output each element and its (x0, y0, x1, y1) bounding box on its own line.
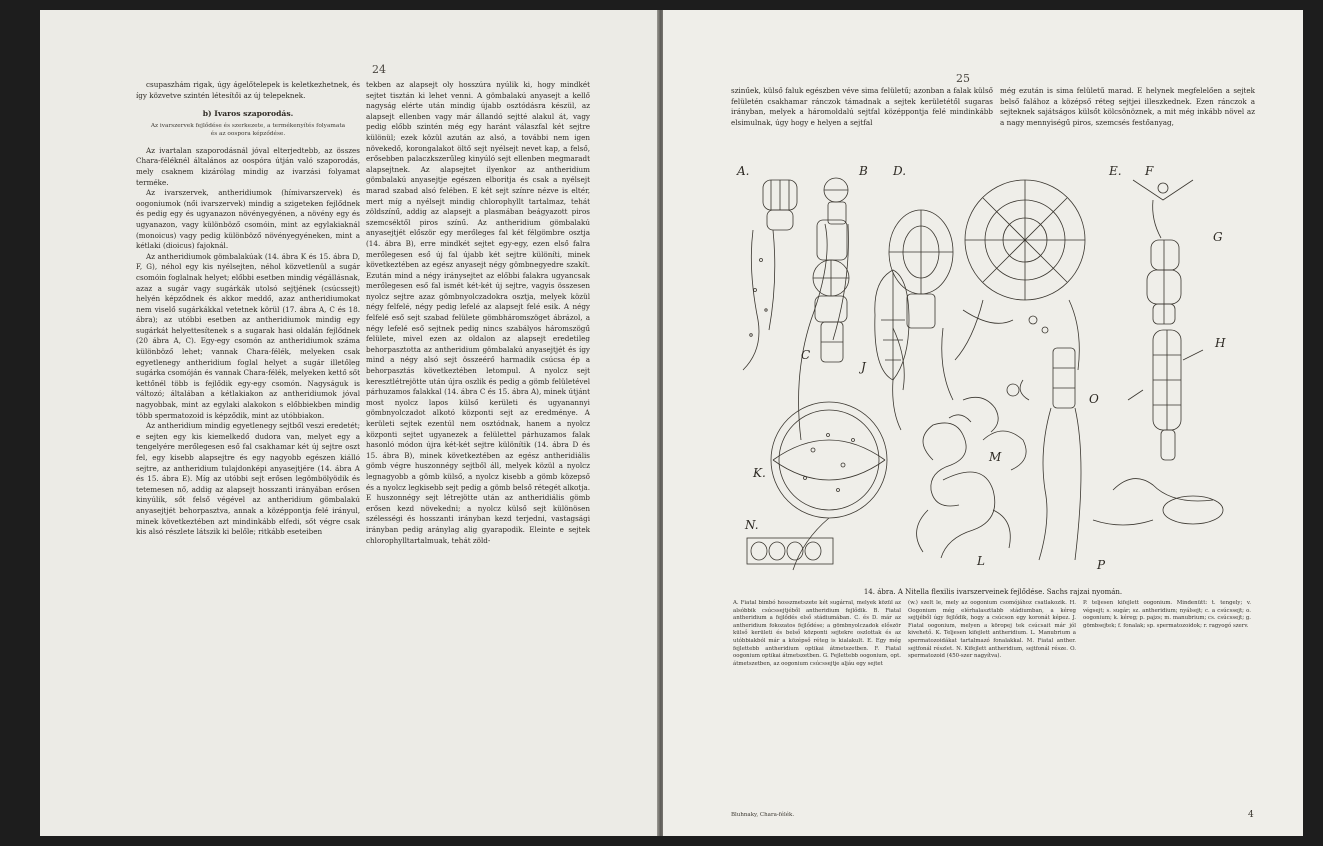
paragraph: Az antheridium mindig egyetlenegy sejtből veszi eredetét; e sejten egy kis kiemelkedő dudora van, melyet egy a tengelyére merőlegesen eső fal csakhamar két új sejtre oszt fel, egy kisebb alapsejtre és egy nagyobb egészen kiálló sejtre, az antheridium tulajdonképi anyasejtjére (14. ábra A és 15. ábra E). Míg az utóbbi sejt erősen legömbölyödik és tetemesen nő, addig az alapsejt hosszanti irányában erősen kinyúlik, sőt felső végével az antheridium gömbalakú anyasejtjét behorpasztva, annak a középpontja felé irányul, minek következtében azt mindinkább elfedi, sőt végre csak kis alsó részlete látszik ki belőle; ritkább eseteiben (136, 421, 360, 537)
page-number-right: 25 (956, 72, 970, 85)
fig-letter-n: N. (745, 518, 759, 532)
drawing-p (1093, 479, 1223, 525)
figure-caption-title: 14. ábra. A Nitella flexilis ivarszerveinek fejlődése. Sachs rajzai nyomán. (863, 588, 1123, 596)
drawing-o (1007, 348, 1081, 560)
drawing-f (1133, 180, 1193, 238)
drawing-b (799, 178, 849, 440)
paragraph: Az ivartalan szaporodásnál jóval elterjedtebb, az összes Chara-féléknél általános az oospóra útján való szaporodás, mely csaknem kizárólag mindig az ivarzási folyamat terméke. (136, 145, 360, 187)
fig-letter-g: G (1213, 230, 1223, 244)
fig-letter-p: P (1097, 558, 1106, 572)
left-column-1 (136, 80, 360, 538)
caption-column-3 (1083, 600, 1251, 630)
paragraph: Az ivarszervek, antheridiumok (hímivarszervek) és oogoniumok (női ivarszervek) mindig a szigeteken fejlődnek és pedig egy és ugyanazon növényegyénen, a növény egy és ugyanazon, vagy különböző csomóin, mint az egylakiaknál (monoicus) vagy pedig különböző növényegyéneken, mint a kétlaki (dioicus) fajoknál. (136, 188, 360, 251)
right-column-2 (1000, 86, 1255, 128)
fig-letter-k: K. (753, 466, 766, 480)
fig-letter-b: B (859, 164, 868, 178)
fig-letter-f: F (1145, 164, 1154, 178)
fig-letter-h: H (1215, 336, 1226, 350)
right-page (663, 10, 1303, 836)
fig-letter-m: M (989, 450, 1002, 464)
caption-text: P. teljesen kifejlett oogonium. Mindenütt: t. tengely; v. végsejt; s. sugár; sz. antheridium; nyálsejt; c. a csúcssejt; o. oogonium; k. kéreg; p. pajzs; m. manubrium; cs. csúcssejt; g. gömbsejtek; f. fonalak; sp. spermatozoidok; r. ragyogó szerv. (1083, 600, 1251, 629)
left-column-2 (366, 80, 590, 546)
page-number-left: 24 (372, 63, 386, 76)
paragraph: szinűek, külső faluk egészben véve sima felületű; azonban a falak külső felületén csakhamar ránczok támadnak a sejtek kerületétől sugaras irányban, melyek a háromoldalú sejtfal középpontja felé mindinkább elsimulnak, úgy hogy e helyen a sejtfal (731, 86, 993, 127)
drawing-c (813, 220, 849, 362)
caption-column-2 (908, 600, 1076, 661)
left-page (40, 10, 659, 836)
drawing-a (743, 180, 797, 370)
drawing-g (1147, 240, 1181, 324)
paragraph: tekben az alapsejt oly hosszúra nyúlik ki, hogy mindkét sejtet tisztán ki lehet venni. A gömbalakú anyasejt a kellő nagyság elérte után mindig újabb osztódásra készül, az alapsejt ellenben vagy már állandó sejtté alakul át, vagy pedig előbb szintén még egy haránt válaszfal két sejtre különül; ezek közül azután az alsó, a további nem igen növekedő, korongalakot öltő sejt nyélsejt nevet kap, a felső, erősebben palaczkszerűleg kinyúló sejt ellenben megmaradt alapsejtnek. Az alapsejtet ilyenkor az antheridium gömbalakú anyasejtje egészen elboritja és csak a nyélsejt marad szabad alsó felében. E két sejt színre nézve is eltér, mert míg a nyélsejt mindig chlorophyllt tartalmaz, tehát zöldszínű, addig az alapsejt a plasmában beágyazott piros szemcséktől piros színű. Az antheridium gömbalakú anyasejtjét először egy merőleges fal két félgömbre osztja (14. ábra B), erre mindkét sejtet egy-egy, ezen első falra merőlegesen eső új fal újabb két sejtre különíti, minek következtében az egész anyasejt négy gömbnegyedre szakít. Ezután mind a négy iránysejtet az előbbi falakra ugyancsak merőlegesen eső fal ismét két-két új sejtre, vagyis összesen nyolcz sejtre azaz gömbnyolczadokra osztja, melyek közül négy felfelé, négy pedig lefelé az alapsejt felé esik. A négy felfelé eső sejt szabad felülete gömbháromszöget ábrázol, a négy lefelé eső sejtnek pedig nincs szabályos háromszögű felülete, mivel ezen az oldalon az alapsejt eredetileg behorpasztotta az antheridium gömbalakú anyasejtjét és így mind a négy alsó sejt összeérő harmadik csúcsa ép a behorpasztás következtében letompul. A nyolcz sejt keresztlétrejötte után újra oszlik és pedig a gömb felületével párhuzamos falakkal (14. ábra C és 15. ábra A), minek útjánt most nyolcz lapos külső kerületi és ugyanannyi gömbnyolczadot alkotó központi sejt az eredménye. A kerületi sejtek ezentúl nem osztódnak, hanem a nyolcz központi sejtet ugyanezek a felülettel párhuzamos falak hasonló módon újra két-két sejtre különítik (14. ábra D és 15. ábra B), minek következtében az egész antheridiális gömb végre huszonnégy sejtből áll, melyek közül a nyolcz legnagyobb a gömb külső, a nyolcz kisebb a gömb közepső és a nyolcz legkisebb sejt pedig a gömb belső rétegét alkotja. E huszonnégy sejt létrejötte után az antheridiális gömb erősen kezd növekedni; a nyolcz külső sejt különösen szélességi és hosszanti irányban kezd terjedni, vastagsági irányban pedig aránylag alig gyarapodik. Eleinte e sejtek chlorophylltartalmuak, tehát zöld- (366, 80, 590, 545)
drawing-e (955, 180, 1085, 370)
section-subtitle: Az ivarszervek fejlődése és szerkezete, a termékenyítés folyamata és az oospora képződése. (150, 122, 346, 137)
fig-letter-a: A. (737, 164, 750, 178)
fig-letter-j: J (861, 360, 866, 374)
drawing-h (1128, 330, 1203, 460)
fig-letter-l: L (977, 554, 985, 568)
drawing-n (747, 538, 833, 564)
caption-text: A. Fiatal bimbó hosszmetszete két sugárral, melyek közül az alsóbbik csúcssejtjéből antheridium fejlődik. B. Fiatal antheridium a fejlődés első stádiumában. C. és D. már az antheridium fokozatos fejlődése; a gömbnyolczadok először külső kerületi és belső központi sejtekre oszlottak és az utóbbiakból már a középső réteg is kialakult. E. Egy még fejlettebb antheridium optikai átmetszetben. F. Fiatal oogonium optikai átmetszetben. G. Fejlettebb oogonium, opt. átmetszetben, az oogonium csúcssejtje aljáu egy sejtet (733, 600, 901, 667)
paragraph: még ezután is sima felületű marad. E helynek megfelelően a sejtek belső falához a középső réteg sejtjei illeszkednek. Ezen ránczok a sejteknek sajátságos külsőt kölcsönöznek, a mit még inkább növel az a nagy mennyiségű piros, szemcsés festőanyag, (1000, 86, 1255, 127)
drawing-j (875, 270, 909, 430)
drawing-k (771, 402, 887, 570)
section-title: b) Ivaros szaporodás. (202, 109, 294, 119)
caption-column-1 (733, 600, 901, 668)
fig-letter-o: O (1089, 392, 1099, 406)
signature-mark: 4 (1248, 810, 1254, 820)
top-paragraph: csupaszhám rigak, úgy ágelőtelepek is keletkezhetnek, és így közvetve szintén létesítői az új telepeknek. (136, 80, 360, 100)
fig-letter-e: E. (1109, 164, 1122, 178)
botanical-figure (733, 160, 1253, 586)
fig-letter-c: C (801, 348, 811, 362)
paragraph: Az antheridiumok gömbalakúak (14. ábra K és 15. ábra D, F, G), néhol egy kis nyélsejten, néhol közvetlenül a sugár csomóin foglalnak helyet; előbbi esetben mindig végállásnak, azaz a sugár vagy sugárkák utolsó sejtjének (csúcssejt) helyén képződnek és akkor meddő, azaz antheridiumokat nem viselő sugárkákkal vetetnek körül (17. ábra A, C és 18. ábra); az utóbbi esetben az antheridiumok mindig egy sugárkát helyettesítenek s a sugarak hasi oldalán fejlődnek (20 ábra A, C). Egy-egy csomón az antheridiumok száma különböző lehet; vannak Chara-félék, melyeken csak egyetlenegy antheridium foglal helyet a sugár illetőleg sugárka csomóján és vannak Chara-félék, melyeken kettő sőt kettőnél több is fejlődik egy-egy csomón. Nagyságuk is változó; általában a kétlakiakon az antheridiumok jóval nagyobbak, mint az egylaki alakokon s előbbiekben mindig több spermatozoid is képződik, mint az utóbbiakon. (136, 251, 360, 420)
drawing-l (917, 423, 1027, 558)
figure-illustration (733, 160, 1253, 586)
right-column-1 (731, 86, 993, 128)
footer-note: Bluhnaky, Chara-félék. (731, 812, 795, 818)
fig-letter-d: D. (893, 164, 907, 178)
caption-text: (w.) szelt le, mely az oogonium csomójához csatlakozik. H. Oogonium még elérhalaszttabb stádiumban, a kéreg sejtjéből úgy fejlődik, hogy a csúcson egy koronát képez. J. Fiatal oogonium, melyen a köropej tek csúcsait már jól kivehető. K. Teljesen kifejlett antheridium. L. Manubrium a spermatozoidákat tartalmazó fonalakkal. M. Fiatal anther. sejtfonál részlet. N. Kifejlett antheridium, sejtfonál része. O. spermatozoid (450-szer nagyítva). (908, 600, 1076, 660)
